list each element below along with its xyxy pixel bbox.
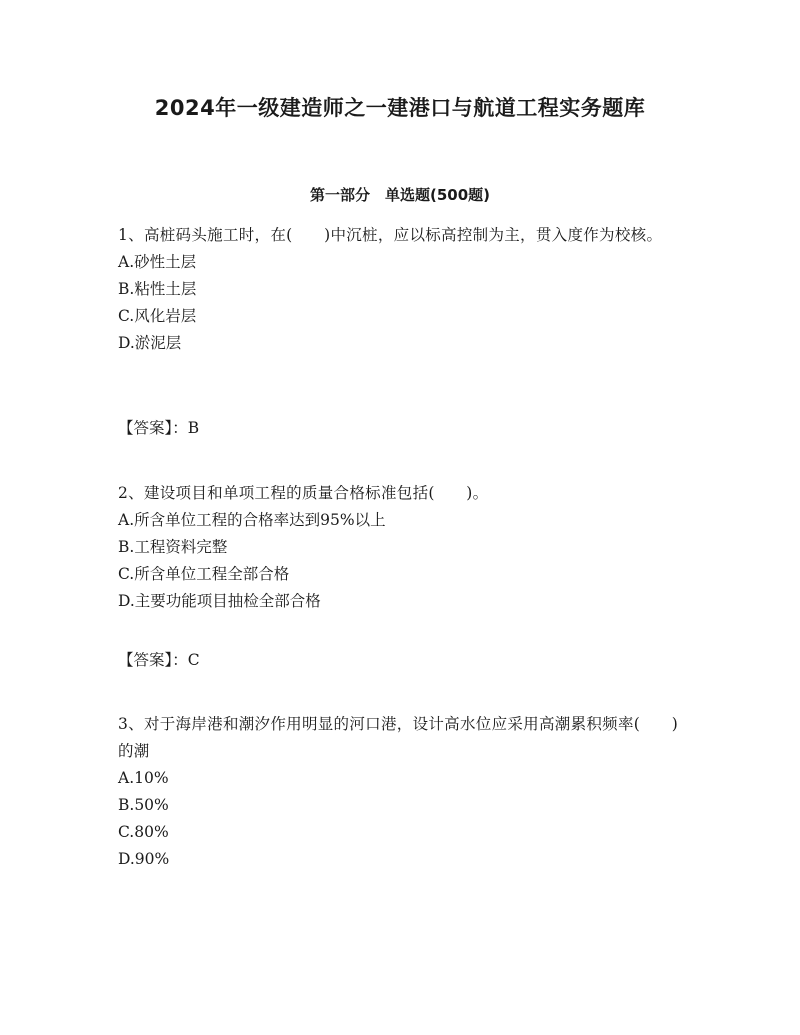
question-3 xyxy=(118,711,688,873)
question-2-option-b: B.工程资料完整 xyxy=(118,538,228,556)
question-1-option-d: D.淤泥层 xyxy=(118,334,182,352)
question-3-option-b: B.50% xyxy=(118,796,169,814)
question-2-stem: 2、建设项目和单项工程的质量合格标准包括( )。 xyxy=(118,484,489,502)
question-1 xyxy=(118,222,688,357)
question-3-option-c: C.80% xyxy=(118,823,169,841)
question-3-option-a: A.10% xyxy=(118,769,169,787)
question-1-stem: 1、高桩码头施工时，在( )中沉桩，应以标高控制为主，贯入度作为校核。 xyxy=(118,226,663,244)
section-title: 第一部分 单选题(500题) xyxy=(309,186,491,204)
question-1-answer: 【答案】：B xyxy=(118,419,200,437)
document-title: 2024年一级建造师之一建港口与航道工程实务题库 xyxy=(154,96,646,120)
question-2-answer: 【答案】：C xyxy=(118,651,200,669)
question-2-option-c: C.所含单位工程全部合格 xyxy=(118,565,290,583)
question-3-stem: 3、对于海岸港和潮汐作用明显的河口港，设计高水位应采用高潮累积频率( )的潮 xyxy=(118,715,679,760)
question-1-option-c: C.风化岩层 xyxy=(118,307,197,325)
question-1-option-b: B.粘性土层 xyxy=(118,280,197,298)
question-2-option-a: A.所含单位工程的合格率达到95%以上 xyxy=(118,511,386,529)
question-2-option-d: D.主要功能项目抽检全部合格 xyxy=(118,592,321,610)
question-3-option-d: D.90% xyxy=(118,850,170,868)
question-2 xyxy=(118,480,688,615)
question-1-option-a: A.砂性土层 xyxy=(118,253,197,271)
